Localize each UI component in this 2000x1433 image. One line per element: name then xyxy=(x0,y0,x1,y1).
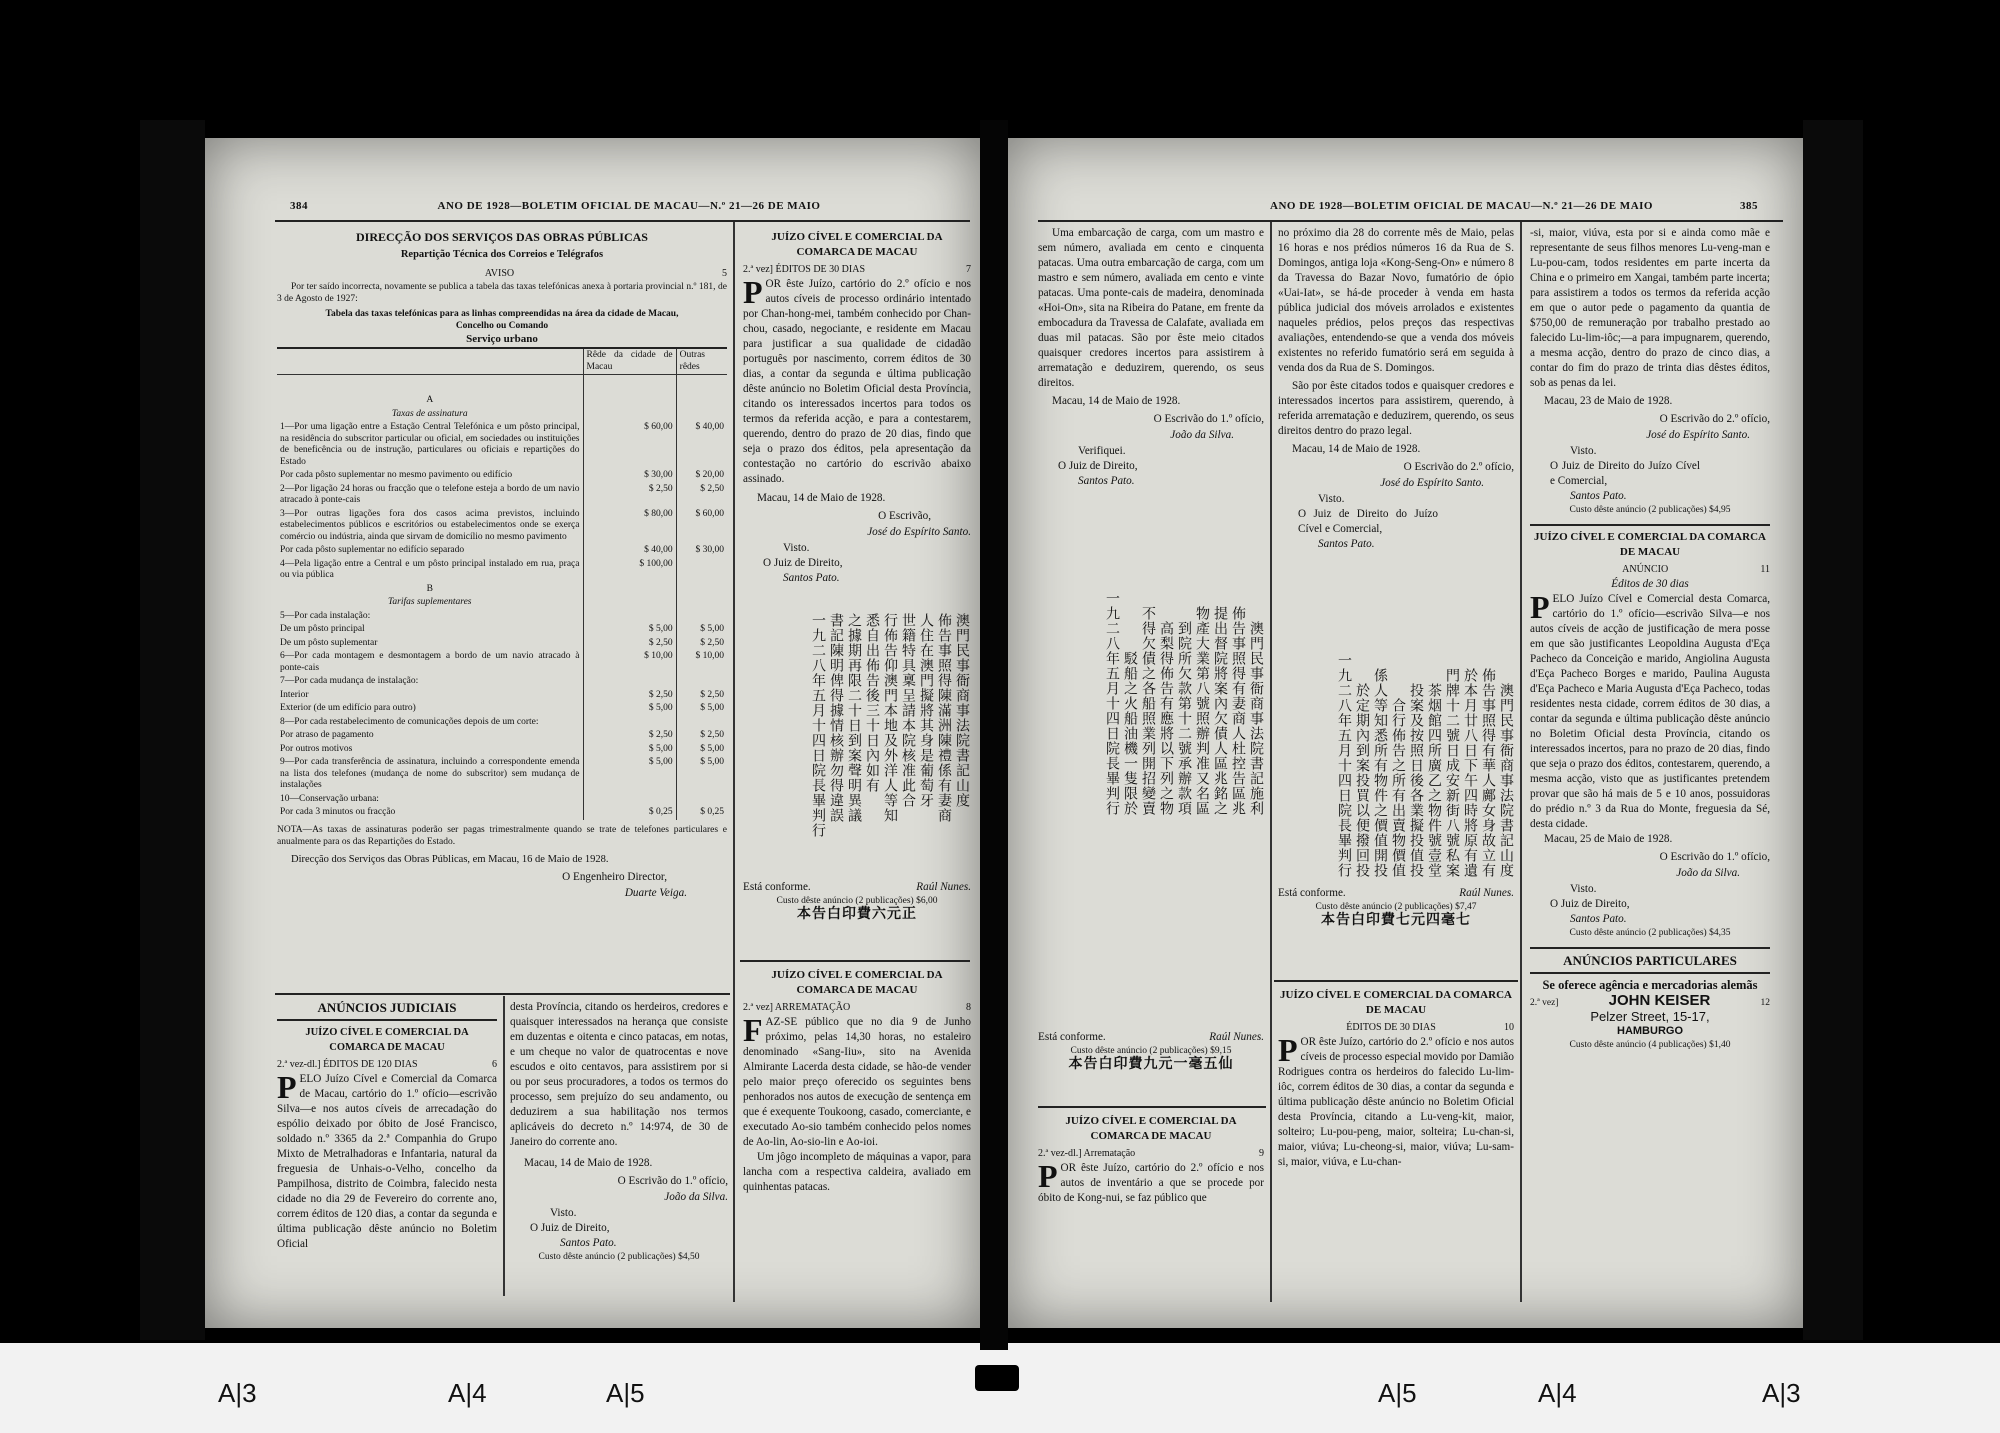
tariff-value: $ 2,50 xyxy=(676,689,727,703)
tariff-description: Interior xyxy=(280,689,309,700)
col3-escrivao-title: O Escrivão do 2.º ofício, xyxy=(1659,413,1770,425)
tariff-value: $ 5,00 xyxy=(676,623,727,637)
notice-7-custo: Custo dêste anúncio (2 publicações) $6,00 xyxy=(776,896,938,906)
tariff-value: $ 2,50 xyxy=(676,729,727,743)
notice-10-num: 10 xyxy=(1503,1022,1514,1033)
chinese-text-column: 書記陳明俾得據情核辦勿得違誤 xyxy=(828,613,844,823)
notice-8 xyxy=(743,966,971,1198)
judiciais-escrivao: João da Silva. xyxy=(664,1191,728,1203)
section-a: A xyxy=(426,395,434,405)
running-title: ANO DE 1928—BOLETIM OFICIAL DE MACAU—N.º 21—26 DE MAIO xyxy=(1270,200,1653,212)
aviso-number: 5 xyxy=(722,268,727,279)
tariff-value: $ 5,00 xyxy=(676,702,727,716)
notice-11-juiz: Santos Pato. xyxy=(1570,913,1627,925)
judiciais-edital-num: 6 xyxy=(492,1059,497,1070)
tariff-value: $ 30,00 xyxy=(583,469,676,483)
tariff-description: 5—Por cada instalação: xyxy=(280,610,371,621)
tariff-service: Serviço urbano xyxy=(466,333,538,345)
col2-conforme-sig: Raúl Nunes. xyxy=(1459,887,1514,899)
chinese-text-column: 佈告事照得有妻商人杜控告區兆 xyxy=(1230,606,1246,816)
judiciais-visto: Visto. xyxy=(550,1207,577,1219)
notice-8-body: AZ-SE público que no dia 9 de Junho próximo, pelas 14,30 horas, no estaleiro denominado «Sang-Iiu», sito na Avenida Almirante Lacerda desta cidade, se hão-de vender pelo maior preço oferecido os seguintes bens penhorados nos autos de execução de sentença em que é exequente Toukoong, casado, comerciante, e executado Ao-sio também conhecido pelos nomes de Ao-lin, Ao-sio-lin e Ao-ioi. xyxy=(743,1016,971,1148)
particulares-heading: ANÚNCIOS PARTICULARES xyxy=(1530,947,1770,974)
judiciais-escrivao-title: O Escrivão do 1.º ofício, xyxy=(617,1175,728,1187)
notice-9 xyxy=(1038,1112,1264,1206)
chinese-text-column: 澳門民事衙商事法院書記山度 xyxy=(1498,683,1514,878)
chinese-text-column: 於本月廿八日下午四時將原有遺 xyxy=(1462,668,1478,878)
dropcap: P xyxy=(1530,589,1550,625)
notice-7-visto: Visto. xyxy=(783,542,810,554)
col2-body2: São por êste citados todos e quaisquer credores e interessados incertos para assistirem, querendo, à referida arrematação e deduzirem, querendo, os seus direitos dentro do prazo legal. xyxy=(1278,380,1514,437)
col2-escrivao-title: O Escrivão do 2.º ofício, xyxy=(1403,461,1514,473)
aviso-line xyxy=(277,266,727,281)
tariff-title: Tabela das taxas telefónicas para as linhas compreendidas na área da cidade de Macau, Concelho ou Comando xyxy=(325,309,679,331)
tariff-value: $ 60,00 xyxy=(676,508,727,545)
tariff-value xyxy=(583,716,676,730)
tariff-description: Por cada 3 minutos ou fracção xyxy=(280,807,396,817)
notice-8-body2: Um jôgo incompleto de máquinas a vapor, para lancha com a respectiva caldeira, avaliado em quinhentas patacas. xyxy=(743,1151,971,1193)
notice-11-num: 11 xyxy=(1760,564,1770,575)
tariff-value xyxy=(676,675,727,689)
tariff-row xyxy=(277,689,727,703)
col3-date: Macau, 23 de Maio de 1928. xyxy=(1544,395,1673,407)
judiciais-continued xyxy=(510,1000,728,1263)
chinese-text-column: 悉自出佈告後三十日內如有 xyxy=(864,613,880,793)
tariff-description: Por cada pôsto suplementar no edifício separado xyxy=(280,545,465,555)
notice-10-edital: ÉDITOS DE 30 DIAS xyxy=(1346,1022,1436,1033)
tariff-row xyxy=(277,702,727,716)
page-number: 384 xyxy=(290,200,308,212)
notice-8-court: JUÍZO CÍVEL E COMERCIAL DA COMARCA DE MACAU xyxy=(771,969,943,996)
right-page xyxy=(1008,138,1803,1328)
judiciais-notice xyxy=(277,1000,497,1252)
tariff-row xyxy=(277,610,727,624)
tariff-value: $ 5,00 xyxy=(676,756,727,793)
notice-10-body: OR êste Juízo, cartório do 2.º ofício e nos autos cíveis de processo especial movido por Damião Rodrigues contra os herdeiros do falecido Lu-lim-iôc, correm éditos de 30 dias, a contar da segunda e última publicação dêste anúncio no Boletim Oficial desta Província, citando a Lu-veng-kit, maior, solteiro; Lu-pou-peng, maior, solteira; Lu-chan-si, maior, viúva; Lu-cheong-si, maior, viúva; Lu-sam-si, maior, viúva, e Lu-chan- xyxy=(1278,1036,1514,1168)
page-number: 385 xyxy=(1739,200,1758,212)
tariff-description: 10—Conservação urbana: xyxy=(280,793,379,804)
notice-11-body: ELO Juízo Cível e Comercial desta Comarca, cartório do 1.º ofício—escrivão Silva—e nos autos cíveis de acção de justificação de mera posse em que são justificantes Leopoldina Augusta d'Eça Pacheco da Conceição e marido, Angiolina Augusta d'Eça Pacheco Borges e marido, Paulina Augusta d'Eça Pacheco e Maria Augusta d'Eça Pacheco, todas residentes nesta cidade, correm éditos de 30 dias, a contar da segunda e última publicação dêste anúncio no Boletim Oficial desta Província, citando os interessados incertos, para no prazo de 20 dias, findo que seja o prazo dos éditos, contestarem, querendo, a mesma acção, visto que as justificantes pretendem provar que são há mais de 5 e 10 anos, possuidoras do prédio n.º 3 da Rua do Monte, freguesia da Sé, desta cidade. xyxy=(1530,593,1770,830)
chinese-text-column: 一九二八年五月十四日院長畢判行 xyxy=(1104,591,1120,816)
tariff-row xyxy=(277,675,727,689)
notice-11-escrivao-title: O Escrivão do 1.º ofício, xyxy=(1659,851,1770,863)
tariff-value: $ 5,00 xyxy=(583,623,676,637)
tariff-description: 2—Por ligação 24 horas ou fracção que o telefone esteja a bordo de um navio atracado à ponte-cais xyxy=(280,483,580,505)
notice-7-conforme-line xyxy=(743,880,971,895)
tariff-description: Por outros motivos xyxy=(280,743,353,754)
col3-juiz-title: O Juiz de Direito do Juízo Cível e Comercial, xyxy=(1550,460,1700,487)
chinese-text-column: 行佈告仰澳門本地及外洋人等知 xyxy=(882,613,898,823)
tariff-description: 7—Por cada mudança de instalação: xyxy=(280,676,419,686)
left-binding-shadow xyxy=(140,120,205,1340)
chinese-date-column: 一九二八年五月十四日院長畢判行 xyxy=(810,613,826,838)
col2-custo: Custo dêste anúncio (2 publicações) $7,47 xyxy=(1315,902,1477,912)
notice-7-juiz-title: O Juiz de Direito, xyxy=(763,557,843,569)
ad-line: Se oferece agência e mercadorias alemãs xyxy=(1542,978,1758,992)
chinese-text-column: 不得欠債之各船照業列開招變賣 xyxy=(1140,606,1156,816)
chinese-notice-9 xyxy=(1280,578,1514,878)
chinese-text-column: 係人等知悉所有物件之價值開投 xyxy=(1372,668,1388,878)
notice-10-continued xyxy=(1530,226,1770,1051)
header-rule xyxy=(275,220,970,222)
tariff-description: 1—Por uma ligação entre a Estação Central Telefónica e um pôsto principal, na residência do subscritor particular ou oficial, em sociedades ou instituições de beneficência ou de instrução, particulares ou oficiais e repartições do Estado xyxy=(280,422,580,467)
chinese-text-column: 茶烟館四所廣乙之物件號壹堂 xyxy=(1426,683,1442,878)
chinese-text-column: 於定期內到案投買以便撥回投 xyxy=(1354,683,1370,878)
notice-11-line xyxy=(1530,562,1770,577)
section-b: B xyxy=(426,583,433,594)
judiciais-body1: ELO Juízo Cível e Comercial da Comarca de Macau, cartório do 1.º ofício—escrivão Silva—e nos autos cíveis de arrecadação do espólio deixado por óbito de José Francisco, soldado n.º 3365 da 2.ª Companhia do Grupo Mixto de Metralhadoras e Infantaria, natural da freguesia de Unhais-o-Velho, concelho da Pampilhosa, distrito de Coimbra, falecido nesta cidade no dia 29 de Fevereiro do corrente ano, correm éditos de 120 dias, a contar da segunda e última publicação dêste anúncio no Boletim Oficial xyxy=(277,1073,497,1250)
notice-7-date: Macau, 14 de Maio de 1928. xyxy=(757,492,886,504)
judiciais-edital-line xyxy=(277,1057,497,1072)
tariff-value xyxy=(676,716,727,730)
notice-8-continued xyxy=(1038,226,1264,489)
tariff-col-macau: Rêde da cidade de Macau xyxy=(583,348,676,375)
chinese-text-column: 物產大業第八號照辦判准又名區 xyxy=(1194,606,1210,816)
tariff-value xyxy=(676,558,727,583)
obras-heading: DIRECÇÃO DOS SERVIÇOS DAS OBRAS PÚBLICAS xyxy=(356,230,648,244)
chinese-text-column: 佈告事照得有華人鄺女身故立有 xyxy=(1480,668,1496,878)
notice-7-num: 7 xyxy=(966,264,971,275)
column-rule xyxy=(1520,222,1522,1302)
col2-date: Macau, 14 de Maio de 1928. xyxy=(1292,443,1421,455)
notice-9-edital-line xyxy=(1038,1146,1264,1161)
chinese-text-column: 投案及按照日後各業擬投值投 xyxy=(1408,683,1424,878)
tariff-col-outras: Outras rêdes xyxy=(676,348,727,375)
notice-7-footer xyxy=(743,880,971,922)
tariff-row xyxy=(277,469,727,483)
dropcap: F xyxy=(743,1012,763,1048)
col2-conforme: Está conforme. xyxy=(1278,887,1346,899)
col2-cjk-price: 本告白印費七元四毫七 xyxy=(1321,912,1471,928)
obras-subheading: Repartição Técnica dos Correios e Telégrafos xyxy=(400,249,604,260)
notice-7-juiz: Santos Pato. xyxy=(783,572,840,584)
col1-custo: Custo dêste anúncio (2 publicações) $9,15 xyxy=(1070,1046,1232,1056)
col3-juiz: Santos Pato. xyxy=(1570,490,1627,502)
section-a-title: Taxas de assinatura xyxy=(391,408,468,419)
notice-8-edital-line xyxy=(743,1000,971,1015)
notice-7-court: JUÍZO CÍVEL E COMERCIAL DA COMARCA DE MACAU xyxy=(771,231,943,258)
col1-conforme-line xyxy=(1038,1030,1264,1045)
tariff-value: $ 0,25 xyxy=(583,806,676,820)
tariff-value: $ 80,00 xyxy=(583,508,676,545)
tariff-value: $ 20,00 xyxy=(676,469,727,483)
tariff-value: $ 2,50 xyxy=(583,637,676,651)
header-rule xyxy=(1038,220,1783,222)
tariff-value: $ 10,00 xyxy=(676,650,727,675)
chinese-text-column: 駁船之火船油機一隻限於 xyxy=(1122,651,1138,816)
obras-signer-title: O Engenheiro Director, xyxy=(562,870,667,883)
ad-custo: Custo dêste anúncio (4 publicações) $1,40 xyxy=(1569,1040,1731,1050)
section-b-title: Tarifas suplementares xyxy=(388,597,472,607)
notice-11-escrivao: João da Silva. xyxy=(1676,867,1740,879)
tariff-row xyxy=(277,623,727,637)
notice-11-editos: Éditos de 30 dias xyxy=(1611,578,1689,590)
tariff-description: 4—Pela ligação entre a Central e um pôsto principal instalado em rua, praça ou via pública xyxy=(280,558,580,580)
notice-10 xyxy=(1278,986,1514,1170)
col1-escrivao-title: O Escrivão do 1.º ofício, xyxy=(1153,413,1264,425)
tariff-description: 8—Por cada restabelecimento de comunicações depois de um corte: xyxy=(280,716,539,727)
notice-9-continued xyxy=(1278,226,1514,552)
running-title: ANO DE 1928—BOLETIM OFICIAL DE MACAU—N.º 21—26 DE MAIO xyxy=(437,200,821,212)
ad-city: HAMBURGO xyxy=(1617,1025,1683,1037)
col1-visto: Verifiquei. xyxy=(1078,445,1126,457)
judiciais-juiz: Santos Pato. xyxy=(560,1237,617,1249)
notice-7-conforme-sig: Raúl Nunes. xyxy=(916,881,971,893)
chinese-text-column: 提出督院將案內欠債人區兆銘之 xyxy=(1212,606,1228,816)
col3-body: -si, maior, viúva, esta por si e ainda como mãe e representante de seus filhos menores Lu-veng-man e Lu-pou-cam, todos residentes em parte incerta da China e o primeiro em Xangai, também parte incerta; para assistirem a todos os termos da referida acção em que o autor pede o pagamento da quantia de $750,00 de remuneração por trabalho prestado ao falecido Lu-lim-iôc;—a para impugnarem, querendo, a mesma acção, dentro do prazo de cinco dias, a contar do fim do prazo de trinta dias dêstes éditos, sob as penas da lei. xyxy=(1530,227,1770,389)
ad-vez: 2.ª vez] xyxy=(1530,998,1559,1008)
judiciais-court: JUÍZO CÍVEL E COMERCIAL DA COMARCA DE MACAU xyxy=(305,1027,469,1053)
notice-10-court: JUÍZO CÍVEL E COMERCIAL DA COMARCA DE MACAU xyxy=(1280,989,1512,1016)
col3-custo: Custo dêste anúncio (2 publicações) $4,95 xyxy=(1569,505,1731,515)
col1-conforme-sig: Raúl Nunes. xyxy=(1209,1031,1264,1043)
tariff-nota: NOTA—As taxas de assinaturas poderão ser pagas trimestralmente quando se trate de telefones particulares e anualmente para os das Repartições do Estado. xyxy=(277,824,727,847)
notice-11-court: JUÍZO CÍVEL E COMERCIAL DA COMARCA DE MACAU xyxy=(1534,531,1766,558)
dropcap: P xyxy=(743,274,763,310)
column-rule xyxy=(1270,222,1272,1302)
notice-11-custo: Custo dêste anúncio (2 publicações) $4,35 xyxy=(1569,928,1731,938)
tariff-value: $ 10,00 xyxy=(583,650,676,675)
tariff-value xyxy=(676,793,727,807)
tariff-table xyxy=(277,347,727,820)
notice-7-escrivao-title: O Escrivão, xyxy=(878,510,931,522)
notice-7-edital-line xyxy=(743,262,971,277)
notice-9-num: 9 xyxy=(1259,1148,1264,1159)
tariff-value: $ 2,50 xyxy=(676,637,727,651)
tariff-row xyxy=(277,558,727,583)
chinese-text-column: 到院所欠款第十二號承辦款項 xyxy=(1176,621,1192,816)
col1-escrivao: João da Silva. xyxy=(1170,429,1234,441)
tariff-row xyxy=(277,806,727,820)
aviso-intro: Por ter saído incorrecta, novamente se publica a tabela das taxas telefónicas anexa à portaria provincial n.º 181, de 3 de Agosto de 1927: xyxy=(277,282,727,304)
tariff-value: $ 60,00 xyxy=(583,421,676,469)
tariff-value: $ 2,50 xyxy=(676,483,727,508)
chinese-text-column: 門牌十二號日成安新街八號私案 xyxy=(1444,668,1460,878)
tariff-description: Exterior (de um edifício para outro) xyxy=(280,703,416,713)
col2-body: no próximo dia 28 do corrente mês de Maio, pelas 16 horas e nos prédios números 16 da Rua de S. Domingos, antiga loja «Kong-Seng-On» e número 8 da Travessa do Bazar Novo, fumatório de ópio «Uai-Iat», se há-de proceder à venda em hasta pública judicial dos móveis arrolados e existentes naqueles prédios, pelos preços das respectivas avaliações, entendendo-se que a venda dos móveis existentes no referido fumatório será em seguida à venda dos da Rua de S. Domingos. xyxy=(1278,227,1514,374)
col1-juiz-title: O Juiz de Direito, xyxy=(1058,460,1138,472)
tariff-description: De um pôsto suplementar xyxy=(280,637,378,648)
tariff-value: $ 40,00 xyxy=(583,544,676,558)
notice-11-anuncio: ANÚNCIO xyxy=(1622,564,1669,575)
tariff-value xyxy=(583,675,676,689)
tariff-value: $ 2,50 xyxy=(583,729,676,743)
tariff-value: $ 5,00 xyxy=(676,743,727,757)
aviso-label: AVISO xyxy=(484,268,515,279)
tariff-description: Por cada pôsto suplementar no mesmo pavimento ou edifício xyxy=(280,470,513,480)
tariff-value: $ 30,00 xyxy=(676,544,727,558)
tariff-row xyxy=(277,544,727,558)
tariff-value xyxy=(676,610,727,624)
chinese-text-column: 佈告事照得陳滿洲陳禮係有妻商 xyxy=(936,613,952,823)
column-rule xyxy=(733,222,735,1302)
notice-8-edital: 2.ª vez] ARREMATAÇÃO xyxy=(743,1002,851,1013)
tariff-row xyxy=(277,421,727,469)
frame-mark: A|3 xyxy=(1762,1378,1801,1408)
notice-11-rule xyxy=(1530,524,1770,526)
chinese-text-column: 澳門民事衙商事法院書記施利 xyxy=(1248,621,1264,816)
tariff-row xyxy=(277,793,727,807)
tariff-row xyxy=(277,729,727,743)
notice-11-visto: Visto. xyxy=(1570,883,1597,895)
judiciais-juiz-title: O Juiz de Direito, xyxy=(530,1222,610,1234)
tariff-value: $ 40,00 xyxy=(676,421,727,469)
judiciais-rule xyxy=(275,993,730,995)
judiciais-edital: 2.ª vez-dl.] ÉDITOS DE 120 DIAS xyxy=(277,1059,418,1070)
ad-name: JOHN KEISER xyxy=(1608,992,1711,1009)
tariff-row xyxy=(277,637,727,651)
notice-8-rule xyxy=(740,960,970,962)
chinese-text-column: 世籍特具稟呈請本院核准此合 xyxy=(900,613,916,808)
notice-10-rule xyxy=(1274,980,1518,982)
judiciais-heading: ANÚNCIOS JUDICIAIS xyxy=(277,1000,497,1021)
col1-juiz: Santos Pato. xyxy=(1078,475,1135,487)
judiciais-date: Macau, 14 de Maio de 1928. xyxy=(524,1157,653,1169)
notice-9-court: JUÍZO CÍVEL E COMERCIAL DA COMARCA DE MACAU xyxy=(1065,1115,1237,1142)
ad-num: 12 xyxy=(1760,998,1770,1008)
tariff-description: 3—Por outras ligações fora dos casos acima previstos, incluindo estabelecimentos públicos e escritórios ou estabelecimentos onde se exerça comércio ou indústria, ainda que sirvam de domicílio no mesmo pavimento xyxy=(280,508,580,542)
tariff-value: $ 2,50 xyxy=(583,689,676,703)
col2-escrivao: José do Espírito Santo. xyxy=(1380,477,1484,489)
notice-8-num: 8 xyxy=(966,1002,971,1013)
col2-visto: Visto. xyxy=(1318,493,1345,505)
tariff-value: $ 5,00 xyxy=(583,743,676,757)
tariff-row xyxy=(277,743,727,757)
tariff-description: Por atraso de pagamento xyxy=(280,730,374,740)
tariff-row xyxy=(277,483,727,508)
frame-mark: A|4 xyxy=(1538,1378,1577,1408)
chinese-text-column: 人住在澳門擬將其身是葡萄牙 xyxy=(918,613,934,808)
judiciais-custo: Custo dêste anúncio (2 publicações) $4,50 xyxy=(538,1252,700,1262)
notice-9-body: OR êste Juízo, cartório do 2.º ofício e nos autos de inventário a que se procede por óbito de Kong-nui, se faz público que xyxy=(1038,1162,1264,1204)
running-head xyxy=(290,200,950,212)
notice-11-juiz-title: O Juiz de Direito, xyxy=(1550,898,1630,910)
col3-escrivao: José do Espírito Santo. xyxy=(1646,429,1750,441)
col1-conforme: Está conforme. xyxy=(1038,1031,1106,1043)
tariff-row xyxy=(277,508,727,545)
chinese-notice-8 xyxy=(1040,514,1264,816)
notice-7-conforme: Está conforme. xyxy=(743,881,811,893)
col1-cjk-price: 本告白印費九元一毫五仙 xyxy=(1068,1056,1234,1072)
frame-mark: A|5 xyxy=(1378,1378,1417,1408)
tariff-row xyxy=(277,650,727,675)
chinese-date-column: 一九二八年五月十四日院長畢判行 xyxy=(1336,653,1352,878)
col1-body: Uma embarcação de carga, com um mastro e sem número, avaliada em cento e cinquenta patacas. Uma outra embarcação de carga, com um mastro e sem número, avaliada em cento e vinte patacas. Uma ponte-cais de madeira, denominada «Hoi-On», sita na Ribeira do Patane, em frente da embocadura da Travessa de Calafate, avaliada em duas mil patacas. São por êste meio citados quaisquer credores incertos para assistirem à arrematação e deduzirem, querendo, os seus direitos. xyxy=(1038,227,1264,389)
col2-juiz-title: O Juiz de Direito do Juízo Cível e Comercial, xyxy=(1298,508,1438,535)
notice-7-edital: 2.ª vez] ÉDITOS DE 30 DIAS xyxy=(743,264,866,275)
notice-7 xyxy=(743,228,971,586)
right-binding-shadow xyxy=(1803,120,1863,1340)
tariff-row xyxy=(277,756,727,793)
left-page xyxy=(205,138,980,1328)
running-head xyxy=(1183,200,1758,212)
ad-street: Pelzer Street, 15-17, xyxy=(1590,1009,1710,1024)
tariff-value xyxy=(583,793,676,807)
tariff-description: 9—Por cada transferência de assinatura, incluindo a correspondente emenda na lista dos telefones (mudança de nome do subscritor) sem mudança de instalações xyxy=(280,757,580,790)
col3-visto: Visto. xyxy=(1570,445,1597,457)
page-gutter xyxy=(980,120,1008,1350)
frame-mark: A|4 xyxy=(448,1378,487,1408)
tariff-value: $ 5,00 xyxy=(583,756,676,793)
frame-mark: A|5 xyxy=(606,1378,645,1408)
dropcap: P xyxy=(1038,1158,1058,1194)
dropcap: P xyxy=(277,1069,297,1105)
judiciais-body2: desta Província, citando os herdeiros, credores e quaisquer interessados na herança que consiste em duzentas e oitenta e cinco patacas, em notas, e um cheque no valor de quatrocentas e nove escudos e oito centavos, para assistirem por si ou por seus procuradores, a todos os termos do processo, sem prejuízo do seu andamento, ou deduzirem a sua habilitação nos termos aplicáveis do decreto n.º 14:974, de 30 de Janeiro do corrente ano. xyxy=(510,1001,728,1148)
film-notch xyxy=(975,1365,1019,1391)
col2-juiz: Santos Pato. xyxy=(1318,538,1375,550)
notice-7-escrivao: José do Espírito Santo. xyxy=(867,526,971,538)
tariff-row xyxy=(277,716,727,730)
tariff-value: $ 0,25 xyxy=(676,806,727,820)
frame-mark: A|3 xyxy=(218,1378,257,1408)
notice-11-date: Macau, 25 de Maio de 1928. xyxy=(1544,833,1673,845)
col1-date: Macau, 14 de Maio de 1928. xyxy=(1052,395,1181,407)
col2-conforme-line xyxy=(1278,886,1514,901)
tariff-value: $ 5,00 xyxy=(583,702,676,716)
inner-column-rule xyxy=(503,996,505,1296)
obras-signer: Duarte Veiga. xyxy=(624,886,687,899)
notice-8-footer xyxy=(1038,1030,1264,1072)
dropcap: P xyxy=(1278,1032,1298,1068)
chinese-text-column: 合行佈告之所有出賣物價值 xyxy=(1390,698,1406,878)
notice-7-body: OR êste Juízo, cartório do 2.º ofício e nos autos cíveis de processo ordinário intentado por Chan-hong-mei, também conhecido por Chan-chou, casado, negociante, e residente em Macau para justificar a sua qualidade de cidadão português por nascimento, correm éditos de 30 dias, a contar da segunda e última publicação dêste anúncio no Boletim Oficial desta Província, citando os interessados incertos para todos os termos da referida acção, e para a contestarem, querendo, dentro do prazo de 20 dias, findo que seja o prazo dos éditos, pela apresentação da contestação no cartório do escrivão abaixo assinado. xyxy=(743,278,971,485)
obras-date: Direcção dos Serviços das Obras Públicas, em Macau, 16 de Maio de 1928. xyxy=(291,853,609,865)
notice-9-footer xyxy=(1278,886,1514,928)
tariff-description: 6—Por cada montagem e desmontagem a bordo de um navio atracado à ponte-cais xyxy=(280,651,580,673)
tariff-value: $ 2,50 xyxy=(583,483,676,508)
notice-9-edital: 2.ª vez-dl.] Arrematação xyxy=(1038,1148,1136,1159)
notice-9-rule xyxy=(1038,1106,1266,1108)
tariff-value xyxy=(583,610,676,624)
obras-publicas-notice xyxy=(277,228,727,902)
chinese-text-column: 澳門民事衙商事法院書記山度 xyxy=(954,613,970,808)
chinese-text-column: 高梨得佈告有應將以下列之物 xyxy=(1158,621,1174,816)
tariff-value: $ 100,00 xyxy=(583,558,676,583)
chinese-notice-7 xyxy=(745,613,970,878)
notice-10-edital-line xyxy=(1278,1020,1514,1035)
ad-name-line xyxy=(1530,993,1770,1009)
tariff-description: De um pôsto principal xyxy=(280,624,365,634)
notice-7-cjk-price: 本告白印費六元正 xyxy=(797,906,917,922)
chinese-text-column: 之據期再限二十日到案聲明異議 xyxy=(846,613,862,823)
